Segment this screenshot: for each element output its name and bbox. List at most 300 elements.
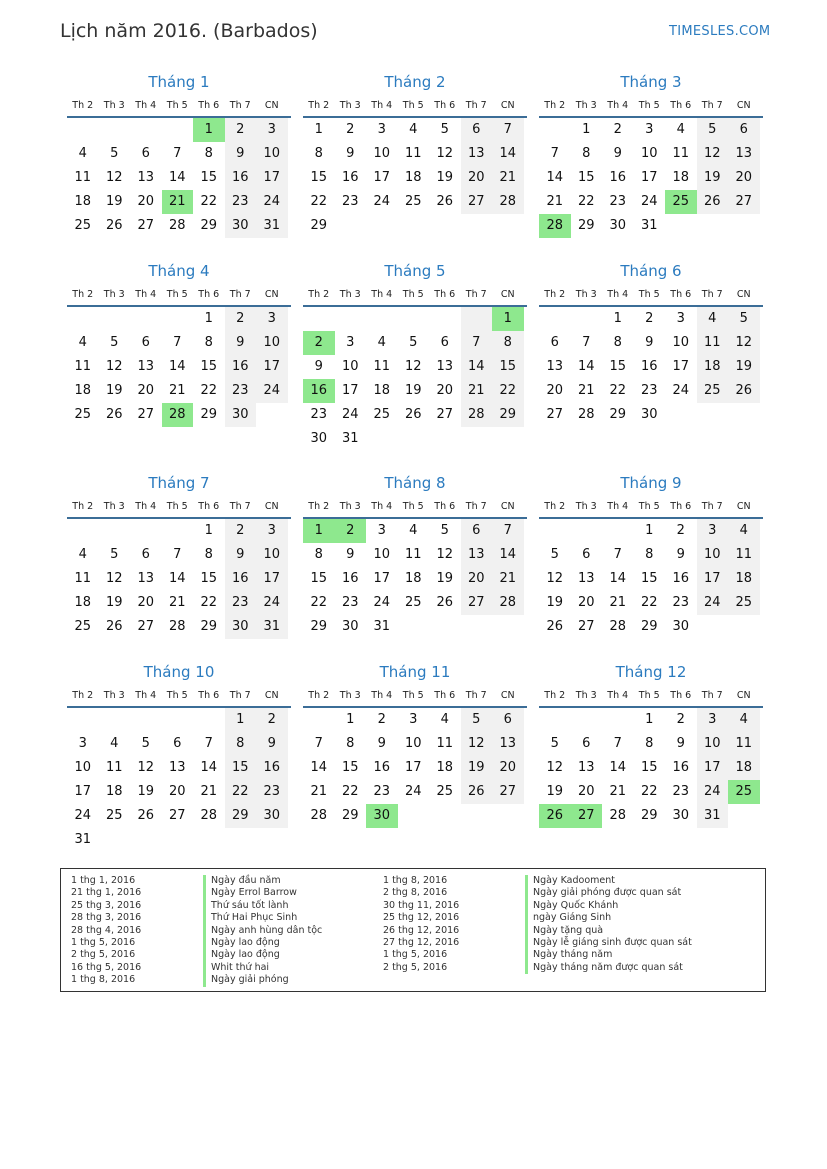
day-cell: 10: [373, 547, 391, 562]
day-cell: 5: [440, 122, 449, 137]
day-cell: 28: [461, 403, 493, 427]
day-cell: 19: [404, 383, 422, 398]
day-cell: 7: [492, 118, 524, 142]
empty-day-cell: [99, 118, 131, 142]
legend-date: 1 thg 8, 2016: [383, 875, 448, 886]
empty-day-cell: [67, 519, 99, 543]
day-cell: 31: [341, 431, 359, 446]
day-cell: 19: [105, 194, 123, 209]
day-cell: 21: [310, 784, 328, 799]
weekday-label: Th 4: [135, 501, 157, 512]
weekday-label: Th 6: [434, 100, 456, 111]
day-cell: 18: [404, 571, 422, 586]
day-cell: 14: [492, 142, 524, 166]
day-cell: 16: [640, 359, 658, 374]
weekday-label: Th 6: [670, 100, 692, 111]
legend-holiday-name: Ngày giải phóng được quan sát: [525, 887, 692, 899]
day-cell: 4: [78, 335, 87, 350]
day-cell: 12: [461, 732, 493, 756]
day-cell: 6: [141, 335, 150, 350]
day-cell: 27: [168, 808, 186, 823]
day-cell: 25: [373, 407, 391, 422]
day-cell: 10: [640, 146, 658, 161]
day-cell: 6: [141, 146, 150, 161]
holiday-legend: [60, 868, 766, 992]
empty-day-cell: [193, 708, 225, 732]
day-cell: 20: [137, 194, 155, 209]
day-cell: 24: [697, 780, 729, 804]
day-cell: 22: [200, 383, 218, 398]
day-cell: 5: [110, 335, 119, 350]
day-cell: 21: [461, 379, 493, 403]
day-cell: 12: [728, 331, 760, 355]
day-cell: 19: [137, 784, 155, 799]
day-cell: 22: [310, 595, 328, 610]
day-cell: 23: [256, 780, 288, 804]
day-cell: 3: [377, 122, 386, 137]
day-cell: 26: [105, 218, 123, 233]
day-cell: 4: [409, 122, 418, 137]
day-cell: 7: [173, 335, 182, 350]
weekday-label: Th 3: [103, 501, 125, 512]
day-cell: 7: [613, 736, 622, 751]
day-cell: 29: [609, 407, 627, 422]
legend-holiday-name: Ngày đầu năm: [203, 875, 322, 887]
day-cell: 11: [728, 732, 760, 756]
day-cell: 8: [492, 331, 524, 355]
weekday-label: CN: [736, 100, 751, 111]
day-cell: 9: [256, 732, 288, 756]
weekday-label: Th 3: [575, 690, 597, 701]
day-cell: 3: [377, 523, 386, 538]
weekday-label: Th 7: [465, 501, 487, 512]
holiday-day-cell: 27: [571, 804, 603, 828]
weekday-label: Th 2: [308, 100, 330, 111]
day-cell: 21: [609, 595, 627, 610]
day-cell: 15: [492, 355, 524, 379]
day-cell: 3: [78, 736, 87, 751]
day-cell: 24: [256, 379, 288, 403]
day-cell: 1: [582, 122, 591, 137]
day-cell: 6: [582, 736, 591, 751]
weekday-label: Th 2: [544, 100, 566, 111]
day-cell: 11: [404, 146, 422, 161]
day-cell: 30: [640, 407, 658, 422]
day-cell: 6: [492, 708, 524, 732]
day-cell: 15: [609, 359, 627, 374]
day-cell: 7: [461, 331, 493, 355]
day-cell: 3: [697, 519, 729, 543]
day-cell: 14: [168, 571, 186, 586]
day-cell: 20: [168, 784, 186, 799]
day-cell: 16: [373, 760, 391, 775]
day-cell: 13: [436, 359, 454, 374]
day-cell: 17: [404, 760, 422, 775]
weekday-label: Th 4: [135, 100, 157, 111]
day-cell: 21: [492, 166, 524, 190]
legend-holiday-name: Ngày lễ giáng sinh được quan sát: [525, 937, 692, 949]
legend-holiday-name: Ngày lao động: [203, 949, 322, 961]
brand-link[interactable]: TIMESLES.COM: [669, 24, 771, 39]
day-cell: 17: [256, 166, 288, 190]
legend-date: 27 thg 12, 2016: [383, 936, 460, 948]
day-cell: 16: [672, 571, 690, 586]
weekday-label: Th 2: [72, 690, 94, 701]
weekday-label: Th 2: [544, 690, 566, 701]
weekday-label: Th 6: [198, 100, 220, 111]
weekday-label: Th 3: [339, 100, 361, 111]
day-cell: 21: [200, 784, 218, 799]
day-cell: 22: [341, 784, 359, 799]
empty-day-cell: [99, 708, 131, 732]
day-cell: 15: [310, 170, 328, 185]
holiday-day-cell: 1: [492, 307, 524, 331]
day-cell: 2: [613, 122, 622, 137]
month-block: [67, 473, 291, 639]
weekday-header: [303, 497, 527, 519]
month-days: [67, 708, 291, 852]
day-cell: 3: [409, 712, 418, 727]
day-cell: 13: [546, 359, 564, 374]
legend-holiday-name: Ngày tháng năm được quan sát: [525, 962, 692, 974]
month-block: [539, 473, 763, 639]
day-cell: 18: [105, 784, 123, 799]
day-cell: 30: [256, 804, 288, 828]
day-cell: 20: [728, 166, 760, 190]
day-cell: 12: [404, 359, 422, 374]
day-cell: 29: [225, 804, 257, 828]
day-cell: 1: [645, 712, 654, 727]
day-cell: 27: [137, 619, 155, 634]
day-cell: 22: [640, 595, 658, 610]
weekday-header: [303, 285, 527, 307]
day-cell: 17: [672, 359, 690, 374]
day-cell: 3: [256, 307, 288, 331]
day-cell: 18: [728, 756, 760, 780]
day-cell: 17: [373, 170, 391, 185]
month-days: [539, 118, 763, 238]
weekday-label: Th 6: [434, 289, 456, 300]
legend-date: 30 thg 11, 2016: [383, 899, 460, 911]
legend-holiday-name: Ngày lao động: [203, 937, 322, 949]
empty-day-cell: [366, 307, 398, 331]
day-cell: 19: [436, 571, 454, 586]
weekday-label: Th 3: [103, 289, 125, 300]
weekday-label: Th 6: [198, 501, 220, 512]
day-cell: 9: [346, 547, 355, 562]
day-cell: 6: [141, 547, 150, 562]
weekday-header: [539, 686, 763, 708]
day-cell: 5: [440, 523, 449, 538]
weekday-label: Th 7: [229, 690, 251, 701]
month-name: Tháng 7: [148, 474, 210, 492]
legend-date: 1 thg 8, 2016: [71, 974, 136, 986]
day-cell: 3: [645, 122, 654, 137]
day-cell: 5: [550, 736, 559, 751]
weekday-label: CN: [736, 690, 751, 701]
empty-day-cell: [130, 519, 162, 543]
day-cell: 8: [582, 146, 591, 161]
weekday-label: Th 3: [575, 501, 597, 512]
legend-date: 2 thg 5, 2016: [383, 961, 448, 973]
weekday-label: Th 4: [607, 100, 629, 111]
day-cell: 23: [225, 190, 257, 214]
day-cell: 7: [492, 519, 524, 543]
day-cell: 9: [346, 146, 355, 161]
day-cell: 17: [697, 756, 729, 780]
day-cell: 14: [609, 571, 627, 586]
weekday-label: Th 3: [339, 690, 361, 701]
day-cell: 17: [640, 170, 658, 185]
day-cell: 13: [728, 142, 760, 166]
legend-holiday-name: Ngày Quốc Khánh: [525, 900, 692, 912]
month-block: [303, 261, 527, 451]
day-cell: 25: [404, 194, 422, 209]
legend-col1-dates: [71, 875, 141, 987]
day-cell: 9: [314, 359, 323, 374]
day-cell: 2: [256, 708, 288, 732]
holiday-day-cell: 2: [335, 519, 367, 543]
day-cell: 18: [728, 567, 760, 591]
legend-date: 21 thg 1, 2016: [71, 887, 142, 899]
month-name: Tháng 9: [620, 474, 682, 492]
weekday-label: Th 2: [544, 289, 566, 300]
weekday-label: Th 5: [402, 690, 424, 701]
day-cell: 14: [168, 359, 186, 374]
day-cell: 14: [546, 170, 564, 185]
day-cell: 16: [672, 760, 690, 775]
weekday-label: Th 5: [402, 501, 424, 512]
weekday-label: CN: [500, 100, 515, 111]
empty-day-cell: [162, 708, 194, 732]
weekday-label: Th 3: [339, 289, 361, 300]
day-cell: 23: [672, 784, 690, 799]
empty-day-cell: [67, 708, 99, 732]
month-name: Tháng 6: [620, 262, 682, 280]
day-cell: 4: [697, 307, 729, 331]
day-cell: 17: [74, 784, 92, 799]
day-cell: 16: [225, 166, 257, 190]
month-days: [67, 519, 291, 639]
day-cell: 29: [492, 403, 524, 427]
day-cell: 25: [697, 379, 729, 403]
day-cell: 1: [225, 708, 257, 732]
legend-holiday-name: Ngày tháng năm: [525, 949, 692, 961]
day-cell: 16: [341, 170, 359, 185]
day-cell: 23: [341, 595, 359, 610]
day-cell: 23: [609, 194, 627, 209]
weekday-label: Th 7: [229, 501, 251, 512]
empty-day-cell: [67, 118, 99, 142]
day-cell: 4: [728, 708, 760, 732]
day-cell: 27: [728, 190, 760, 214]
day-cell: 10: [256, 543, 288, 567]
legend-date: 2 thg 5, 2016: [71, 949, 136, 961]
day-cell: 10: [697, 543, 729, 567]
day-cell: 19: [105, 595, 123, 610]
day-cell: 7: [314, 736, 323, 751]
weekday-label: Th 7: [465, 100, 487, 111]
legend-col2-dates: [383, 875, 459, 974]
month-name: Tháng 10: [143, 663, 215, 681]
weekday-header: [539, 285, 763, 307]
day-cell: 3: [256, 118, 288, 142]
day-cell: 28: [200, 808, 218, 823]
empty-day-cell: [539, 307, 571, 331]
day-cell: 31: [74, 832, 92, 847]
day-cell: 6: [461, 519, 493, 543]
weekday-label: Th 6: [198, 690, 220, 701]
day-cell: 23: [310, 407, 328, 422]
weekday-label: Th 3: [103, 100, 125, 111]
month-name: Tháng 2: [384, 73, 446, 91]
day-cell: 27: [461, 190, 493, 214]
legend-date: 1 thg 5, 2016: [383, 949, 448, 961]
day-cell: 5: [550, 547, 559, 562]
weekday-label: Th 3: [103, 690, 125, 701]
day-cell: 15: [577, 170, 595, 185]
day-cell: 9: [676, 547, 685, 562]
empty-day-cell: [539, 118, 571, 142]
weekday-header: [303, 96, 527, 118]
day-cell: 5: [461, 708, 493, 732]
day-cell: 28: [577, 407, 595, 422]
weekday-label: Th 4: [135, 690, 157, 701]
day-cell: 31: [697, 804, 729, 828]
month-days: [303, 519, 527, 639]
legend-date: 16 thg 5, 2016: [71, 961, 142, 973]
month-days: [539, 519, 763, 639]
weekday-header: [67, 497, 291, 519]
weekday-label: Th 5: [638, 690, 660, 701]
day-cell: 26: [546, 619, 564, 634]
empty-day-cell: [130, 118, 162, 142]
weekday-label: Th 6: [670, 690, 692, 701]
day-cell: 13: [137, 359, 155, 374]
weekday-label: Th 7: [701, 100, 723, 111]
legend-col2-names: [525, 875, 692, 974]
holiday-day-cell: 2: [303, 331, 335, 355]
month-days: [303, 118, 527, 238]
day-cell: 13: [137, 170, 155, 185]
day-cell: 13: [492, 732, 524, 756]
day-cell: 30: [225, 214, 257, 238]
day-cell: 16: [225, 355, 257, 379]
day-cell: 22: [225, 780, 257, 804]
weekday-label: Th 2: [72, 289, 94, 300]
day-cell: 20: [492, 756, 524, 780]
weekday-label: Th 2: [544, 501, 566, 512]
legend-date: 28 thg 4, 2016: [71, 924, 142, 936]
day-cell: 2: [225, 519, 257, 543]
day-cell: 29: [200, 619, 218, 634]
month-name: Tháng 12: [615, 663, 687, 681]
day-cell: 27: [137, 218, 155, 233]
day-cell: 11: [404, 547, 422, 562]
weekday-header: [539, 96, 763, 118]
day-cell: 21: [546, 194, 564, 209]
legend-holiday-name: Ngày tặng quà: [525, 925, 692, 937]
day-cell: 4: [78, 547, 87, 562]
day-cell: 11: [74, 571, 92, 586]
day-cell: 26: [404, 407, 422, 422]
day-cell: 29: [640, 619, 658, 634]
day-cell: 8: [645, 547, 654, 562]
day-cell: 7: [550, 146, 559, 161]
day-cell: 22: [492, 379, 524, 403]
weekday-label: Th 7: [701, 501, 723, 512]
day-cell: 29: [310, 619, 328, 634]
day-cell: 17: [256, 567, 288, 591]
empty-day-cell: [303, 708, 335, 732]
empty-day-cell: [539, 708, 571, 732]
empty-day-cell: [602, 708, 634, 732]
weekday-label: Th 7: [229, 289, 251, 300]
day-cell: 2: [676, 523, 685, 538]
day-cell: 17: [373, 571, 391, 586]
month-days: [539, 307, 763, 427]
day-cell: 12: [137, 760, 155, 775]
day-cell: 8: [645, 736, 654, 751]
empty-day-cell: [162, 307, 194, 331]
day-cell: 29: [341, 808, 359, 823]
day-cell: 8: [314, 146, 323, 161]
legend-date: 28 thg 3, 2016: [71, 912, 142, 924]
day-cell: 4: [676, 122, 685, 137]
day-cell: 5: [110, 547, 119, 562]
legend-date: 25 thg 3, 2016: [71, 899, 142, 911]
month-block: [303, 662, 527, 828]
day-cell: 11: [697, 331, 729, 355]
weekday-label: Th 7: [701, 690, 723, 701]
day-cell: 3: [676, 311, 685, 326]
weekday-label: Th 2: [308, 690, 330, 701]
day-cell: 23: [672, 595, 690, 610]
day-cell: 13: [577, 760, 595, 775]
weekday-label: Th 2: [72, 100, 94, 111]
weekday-label: Th 4: [135, 289, 157, 300]
holiday-day-cell: 28: [539, 214, 571, 238]
day-cell: 31: [640, 218, 658, 233]
month-block: [539, 261, 763, 427]
day-cell: 20: [137, 383, 155, 398]
day-cell: 28: [492, 591, 524, 615]
month-block: [303, 473, 527, 639]
legend-holiday-name: ngày Giáng Sinh: [525, 912, 692, 924]
day-cell: 4: [409, 523, 418, 538]
day-cell: 21: [168, 383, 186, 398]
legend-holiday-name: Ngày Kadooment: [525, 875, 692, 887]
weekday-label: Th 6: [434, 501, 456, 512]
day-cell: 17: [256, 355, 288, 379]
day-cell: 8: [314, 547, 323, 562]
holiday-day-cell: 1: [193, 118, 225, 142]
day-cell: 15: [200, 571, 218, 586]
empty-day-cell: [99, 307, 131, 331]
day-cell: 10: [74, 760, 92, 775]
month-days: [539, 708, 763, 828]
weekday-label: Th 5: [166, 100, 188, 111]
legend-holiday-name: Ngày Errol Barrow: [203, 887, 322, 899]
day-cell: 18: [74, 383, 92, 398]
weekday-label: Th 4: [371, 501, 393, 512]
day-cell: 27: [546, 407, 564, 422]
weekday-label: CN: [736, 501, 751, 512]
day-cell: 18: [404, 170, 422, 185]
day-cell: 24: [373, 595, 391, 610]
day-cell: 28: [168, 218, 186, 233]
holiday-day-cell: 21: [162, 190, 194, 214]
